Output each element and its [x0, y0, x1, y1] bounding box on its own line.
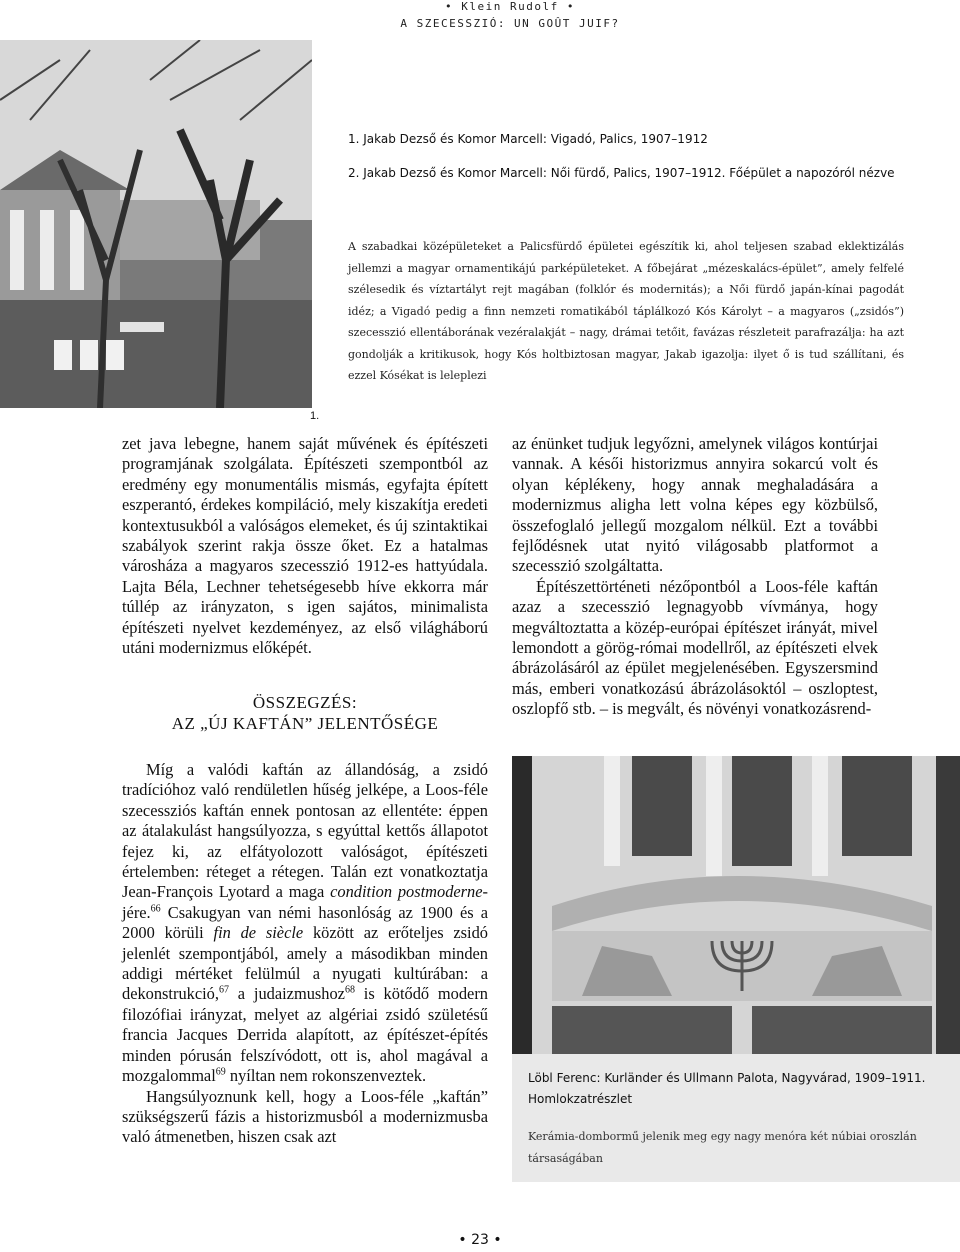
heading-line-1: ÖSSZEGZÉS: — [252, 693, 358, 712]
photo-vigado-park — [0, 40, 312, 408]
footnote-ref[interactable]: 69 — [215, 1066, 226, 1078]
photo-captions — [348, 132, 908, 200]
footnote-ref[interactable]: 66 — [150, 903, 161, 915]
photo2-caption-description: Kerámia-dombormű jelenik meg egy nagy menóra két núbiai oroszlán társaságában — [528, 1130, 917, 1165]
paragraph — [122, 760, 488, 1087]
page-number: • 23 • — [458, 1232, 502, 1248]
column-right — [512, 434, 878, 720]
intro-text: A szabadkai középületeket a Palicsfürdő épületei egészítik ki, ahol teljesen szabad eklektizálás jellemzi a magyar ornamentikájú parképületeket. A főbejárat „mézeskalács-épület”, amely felfelé szélesedik és víztartályt rejt magában (folklór és modernitás); a Női fürdő japán-kínai pagodát idéz; a Vigadó pedig a finn nemzeti romatikából táplálkozó Kós Károlyt – a magyaros („zsidós”) szecesszió ellentáborának vezéralakját – nagy, drámai tetőit, favázas részleteit parafrazálja: ha azt gondolják a kritikusok, hogy Kós holtbiztosan magyar, Jakab igazolja: ilyet ő is tud szállítani, és ezzel Kósékat is leleplezi — [348, 240, 904, 382]
paragraph: Építészettörténeti nézőpontból a Loos-féle kaftán azaz a szecesszió legnagyobb vívmánya, hogy megváltoztatta a közép-európai építészet irányát, mivel lemondott a görög-római modellről, az építészeti elvek ábrázolásáról az épület megjelenésében. Egyszersmind más, emberi vonatkozású ábrázolásoktól – oszloptest, oszlopfő stb. – is megvált, és növényi vonatkozásrend- — [512, 576, 878, 719]
footnote-ref[interactable]: 68 — [344, 985, 355, 996]
photo-vigado-park-drawing — [0, 40, 312, 408]
caption-2: 2. Jakab Dezső és Komor Marcell: Női fürdő, Palics, 1907–1912. Főépület a napozóról nézve — [348, 166, 895, 180]
text-run: nyíltan nem rokonszenveztek. — [225, 1066, 427, 1086]
caption-1: 1. Jakab Dezső és Komor Marcell: Vigadó, Palics, 1907–1912 — [348, 132, 708, 146]
header-title: A SZECESSZIÓ: UN GOÛT JUIF? — [400, 17, 620, 30]
text-run: Csakugyan van némi hasonlóság az 1900 és a 2000 körüli — [122, 902, 488, 943]
text-run: között az erőteljes zsidó jelenlét szempontjából, amely a másodikban minden addigi mértéket felülmúl a nyugati kultúrában: a dekonstrukció, — [122, 923, 488, 1004]
paragraph: az énünket tudjuk legyőzni, amelynek világos kontúrjai vannak. A késői historizmus annyira sokarcú volt és olyan képlékeny, hogy annak meghaladására a modernizmus aligha lett volna képes egy közbülső, összefoglaló jellegű mozgalom nélkül. Ezt a további fejlődésnek utat nyitó világosabb platformot a szecesszió szolgáltatta. — [512, 434, 878, 576]
section-heading — [122, 692, 488, 734]
header-author: • Klein Rudolf • — [445, 0, 575, 13]
paragraph: Hangsúlyoznunk kell, hogy a Loos-féle „kaftán” szükségszerű fázis a historizmusból a modernizmusba való átmenetben, hiszen csak azt — [122, 1086, 488, 1147]
photo-palace-facade — [512, 756, 960, 1054]
text-run: is kötődő modern filozófiai irányzat, melyet az algériai zsidó születésű francia Jacques Derrida alapított, az építészet-építés minden pórusán felszívódott, ott is, ahol magával a mozgalommal — [122, 984, 488, 1086]
column-left-top — [122, 434, 488, 658]
text-run: -jére. — [122, 882, 488, 922]
column-left-bottom — [122, 760, 488, 1148]
photo-number: 1. — [310, 410, 320, 422]
footnote-ref[interactable]: 67 — [218, 985, 229, 996]
text-run: Míg a valódi kaftán az állandóság, a zsidó tradícióhoz való rendületlen hűség jelképe, a Loos-féle szecessziós kaftán ennek pontosan az ellentéte: éppen az átalakulást hangsúlyozza, s egyúttal kettős állapotot fejez ki, az elfátyolozott valóságot, építészeti értelemben: réteget a rétegen. Talán ezt vonatkoztatja Jean-François Lyotard a maga — [122, 760, 488, 902]
text-run: a judaizmushoz — [228, 984, 345, 1004]
photo-palace-facade-drawing — [512, 756, 960, 1054]
paragraph: zet java lebegne, hanem saját művének és építészeti programjának szolgálata. Építészeti szempontból az eredmény egy monumentális mismás, egyfajta épített eszperantó, érdekes kompiláció, mely kiszakítja eredeti kontextusukból a valóságos elemeket, és új szintaktikai szabályok szerint rakja össze őket. Ez a hatalmas városháza a magyaros szecesszió 1912-es hattyúdala. Lajta Béla, Lechner tehetségesebb híve ekkorra már túllép az irányzaton, s igen sajátos, minimalista építészeti nyelvet kezdeményez, az első világháború utáni modernizmus előképét. — [122, 434, 488, 658]
photo2-caption-box — [512, 1054, 960, 1182]
photo2-caption-title: Löbl Ferenc: Kurländer és Ullmann Palota, Nagyvárad, 1909–1911. Homlokzatrészlet — [528, 1071, 926, 1106]
heading-line-2: AZ „ÚJ KAFTÁN” JELENTŐSÉGE — [171, 714, 439, 733]
italic-term: condition postmoderne — [330, 882, 483, 902]
italic-term: fin de siècle — [213, 923, 304, 943]
running-header — [380, 0, 640, 30]
